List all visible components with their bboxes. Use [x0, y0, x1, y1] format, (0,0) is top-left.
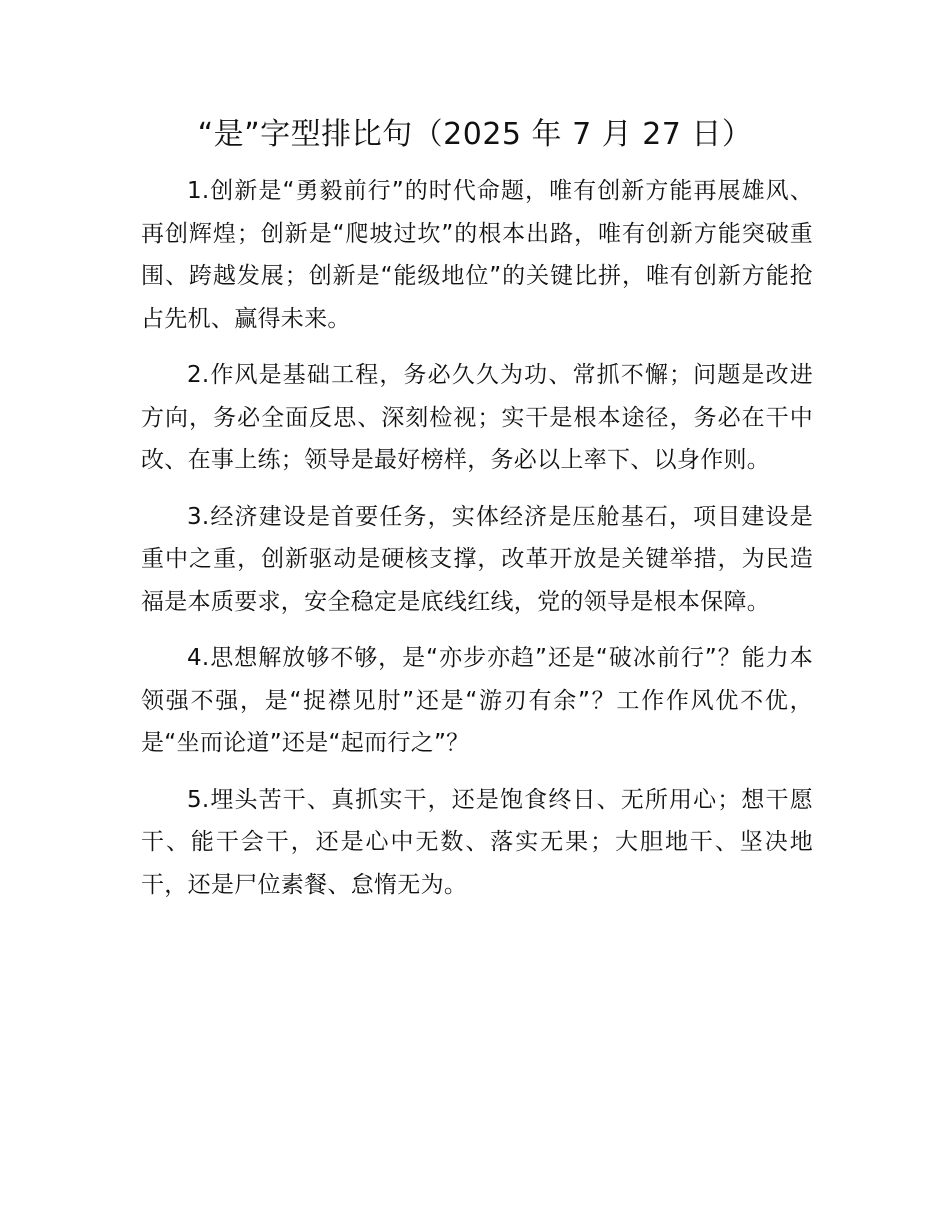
paragraph-5: 5.埋头苦干、真抓实干，还是饱食终日、无所用心；想干愿干、能干会干，还是心中无数、落实无果；大胆地干、坚决地干，还是尸位素餐、怠惰无为。 [141, 786, 813, 898]
document-body [141, 170, 813, 920]
paragraph-2: 2.作风是基础工程，务必久久为功、常抓不懈；问题是改进方向，务必全面反思、深刻检视；实干是根本途径，务必在干中改、在事上练；领导是最好榜样，务必以上率下、以身作则。 [141, 362, 813, 473]
paragraph-4: 4.思想解放够不够，是“亦步亦趋”还是“破冰前行”？能力本领强不强，是“捉襟见肘”还是“游刃有余”？工作作风优不优，是“坐而论道”还是“起而行之”？ [141, 645, 813, 756]
document-title: “是”字型排比句（2025 年 7 月 27 日） [197, 117, 753, 152]
paragraph-3: 3.经济建设是首要任务，实体经济是压舱基石，项目建设是重中之重，创新驱动是硬核支撑，改革开放是关键举措，为民造福是本质要求，安全稳定是底线红线，党的领导是根本保障。 [141, 503, 813, 615]
paragraph-1: 1.创新是“勇毅前行”的时代命题，唯有创新方能再展雄风、再创辉煌；创新是“爬坡过坎”的根本出路，唯有创新方能突破重围、跨越发展；创新是“能级地位”的关键比拼，唯有创新方能抢占先机、赢得未来。 [141, 178, 813, 332]
